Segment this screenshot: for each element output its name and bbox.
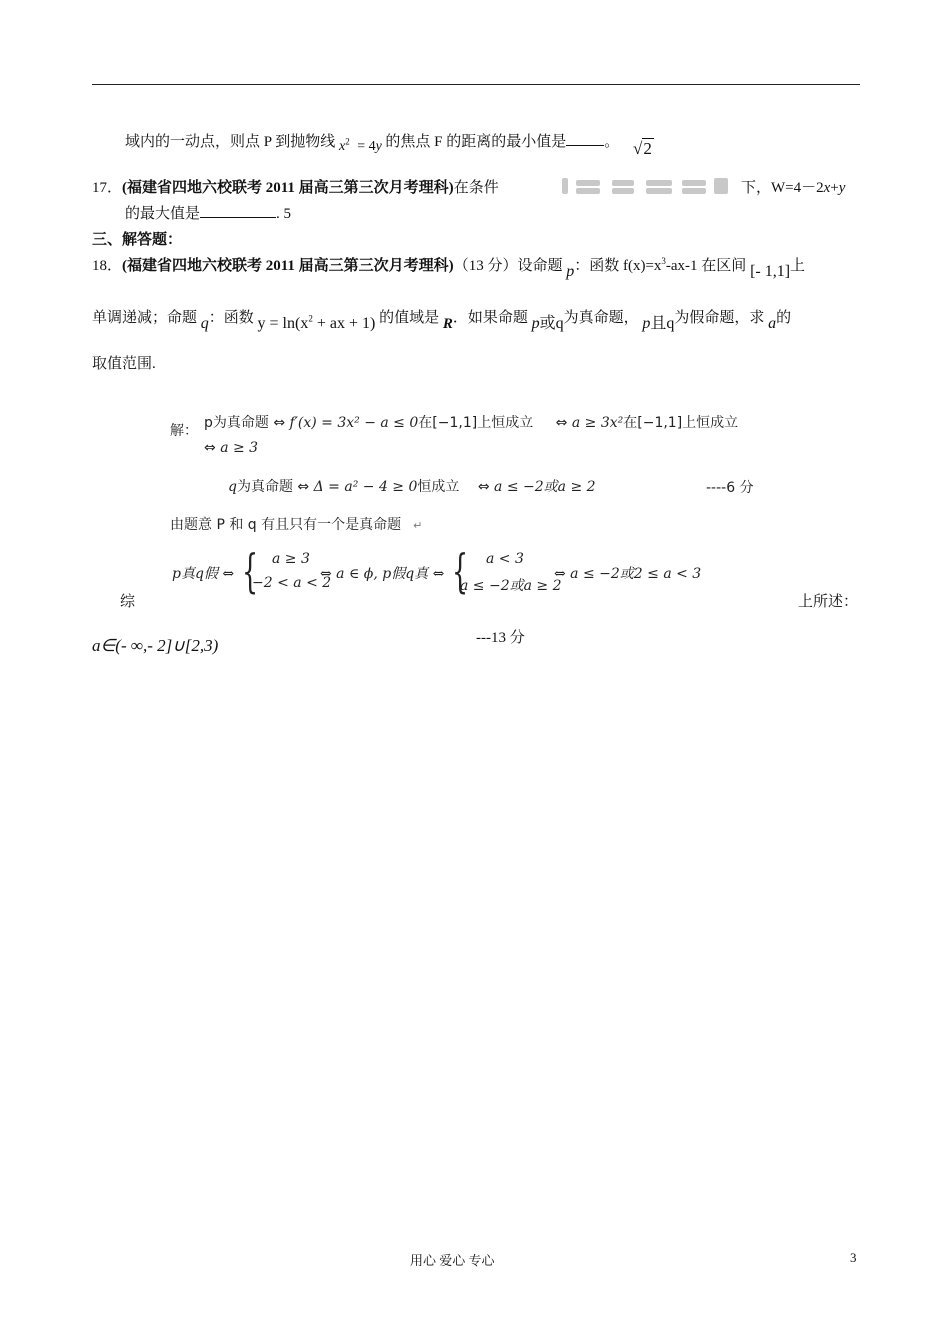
score-13: ---13 分 xyxy=(476,630,525,646)
problem-18-line2: 单调递减；命题 q：函数 $y = \ln(x^2$ + ax + 1) 的值域是 R．如果命题 p或q为真命题， p且q为假命题，求 a的 xyxy=(92,310,792,332)
interval: [- 1,1] xyxy=(750,263,791,280)
case2-brace: { xyxy=(452,544,469,598)
case1-brace: { xyxy=(242,544,259,598)
conclusion-right: 上所述： xyxy=(798,594,859,610)
solution-p-result: ⇔ a ≥ 3 xyxy=(204,440,259,456)
case2-bottom: a ≤ −2或a ≥ 2 xyxy=(460,578,562,594)
problem-16-tail: 域内的一动点，则点 P 到抛物线 $x^2 = 4y$ 的焦点 F 的距离的最小值是 。 √2 xyxy=(125,130,654,151)
answer-blank xyxy=(566,131,604,146)
case1-result: ⇔ a ∈ ϕ, p假q真 ⇔ xyxy=(320,566,445,582)
case2-top: a < 3 xyxy=(486,551,524,567)
footer-motto: 用心 爱心 专心 xyxy=(410,1253,495,1268)
problem-17-source: (福建省四地六校联考 2011 届高三第三次月考理科) xyxy=(122,180,454,196)
parabola-equation: $x^2 = 4y$ xyxy=(339,136,382,154)
problem-18-line3: 取值范围. xyxy=(92,356,156,372)
solution-exactly-one: 由题意 P 和 q 有且只有一个是真命题 ↵ xyxy=(170,517,423,533)
answer-blank-17 xyxy=(200,203,276,218)
problem-17: 17．(福建省四地六校联考 2011 届高三第三次月考理科)在条件 xyxy=(92,180,499,196)
page-number: 3 xyxy=(850,1250,857,1265)
problem-17-line2: 的最大值是 . 5 xyxy=(125,202,291,223)
problem-18: 18．(福建省四地六校联考 2011 届高三第三次月考理科)（13 分）设命题 p：函数 $f(x)=x^3-ax-1$ 在区间 [- 1,1]上 xyxy=(92,256,806,280)
line1-text-b: 的焦点 F 的距离的最小值是 xyxy=(385,134,567,150)
solution-q-line: q为真命题 ⇔ Δ = a² − 4 ≥ 0恒成立 ⇔ a ≤ −2或a ≥ 2 xyxy=(228,479,596,495)
ln-function: $y = \ln(x^2$ + ax + 1) xyxy=(257,313,376,332)
solution-p-line: p为真命题 ⇔ f′(x) = 3x² − a ≤ 0在[−1,1]上恒成立 ⇔ a ≥ 3x²在[−1,1]上恒成立 xyxy=(204,415,739,431)
answer-sqrt2: √2 xyxy=(633,139,652,158)
case1-bottom: −2 < a < 2 xyxy=(252,575,332,591)
case1-lhs: p真q假 ⇔ xyxy=(172,566,235,582)
conclusion-left: 综 xyxy=(120,594,136,610)
problem-18-source: (福建省四地六校联考 2011 届高三第三次月考理科) xyxy=(122,258,454,274)
line1-text: 域内的一动点，则点 P 到抛物线 xyxy=(125,134,336,150)
case2-result: ⇔ a ≤ −2或2 ≤ a < 3 xyxy=(554,566,702,582)
conclusion-result: a∈(- ∞,- 2]∪[2,3) xyxy=(92,636,219,655)
constraint-image-blurred xyxy=(562,174,732,196)
solution-label: 解： xyxy=(170,423,198,439)
score-6: ----6 分 xyxy=(706,480,754,496)
section-title: 三、解答题： xyxy=(92,232,183,248)
header-rule xyxy=(92,84,860,85)
case1-top: a ≥ 3 xyxy=(272,551,310,567)
case2-lhs: p假q真 ⇔ xyxy=(382,566,445,582)
problem-17-objective: 下，W=4－2x+y xyxy=(741,180,846,196)
